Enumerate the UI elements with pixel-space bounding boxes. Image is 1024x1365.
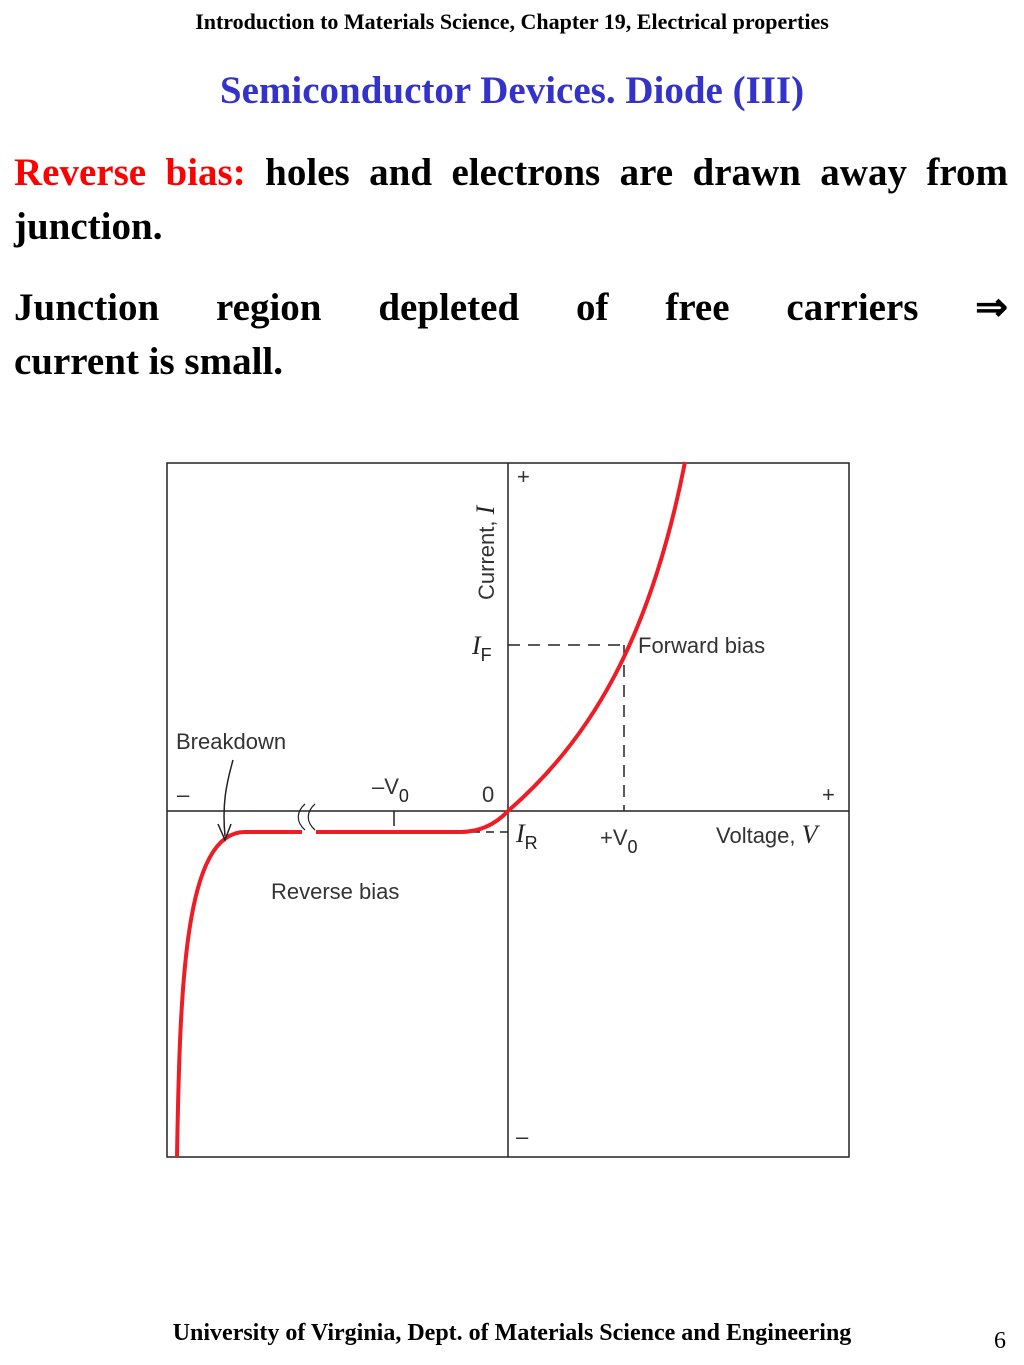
if-label: [471, 631, 492, 665]
junction-line-1: Junction region depleted of free carriers ⇒: [14, 286, 1008, 329]
ir-label: [515, 819, 538, 853]
breakdown-arrow: [224, 760, 233, 836]
reverse-bias-label: Reverse bias: [271, 879, 400, 904]
minus-left-label: –: [177, 782, 190, 807]
neg-v0-label: [372, 774, 409, 806]
pos-v0-label: [600, 825, 638, 857]
pos-v0-main: +V: [600, 825, 628, 850]
y-axis-label-text: Current,: [474, 514, 499, 600]
origin-label: 0: [482, 782, 495, 807]
reverse-bias-text: holes and electrons are drawn away from junction.: [14, 151, 1008, 248]
junction-line-2: current is small.: [14, 340, 284, 383]
neg-v0-main: –V: [372, 774, 399, 799]
plus-top-label: +: [517, 464, 530, 489]
reverse-bias-curve: [300, 811, 508, 832]
pos-v0-sub: 0: [627, 837, 638, 857]
y-axis-label: [471, 504, 500, 600]
slide-title: Semiconductor Devices. Diode (III): [219, 69, 805, 112]
ir-sub: R: [524, 833, 538, 853]
if-sub: F: [480, 645, 492, 665]
footer-affiliation: University of Virginia, Dept. of Materials Science and Engineering: [172, 1320, 852, 1346]
forward-bias-label: Forward bias: [638, 633, 766, 658]
axis-break-gap: [302, 820, 316, 844]
x-axis-label-text: Voltage,: [716, 823, 802, 848]
page-number: 6: [994, 1328, 1006, 1354]
course-header: Introduction to Materials Science, Chapter 19, Electrical properties: [195, 9, 829, 34]
plus-right-label: +: [822, 782, 835, 807]
ir-main: I: [516, 819, 525, 848]
x-axis-symbol: V: [801, 820, 818, 849]
if-main: I: [472, 631, 481, 660]
minus-bottom-label: –: [516, 1124, 529, 1149]
x-axis-label: [716, 820, 821, 849]
breakdown-label: Breakdown: [176, 729, 287, 754]
neg-v0-sub: 0: [398, 786, 409, 806]
y-axis-symbol: I: [471, 505, 500, 515]
reverse-bias-lead: Reverse bias:: [14, 151, 246, 194]
